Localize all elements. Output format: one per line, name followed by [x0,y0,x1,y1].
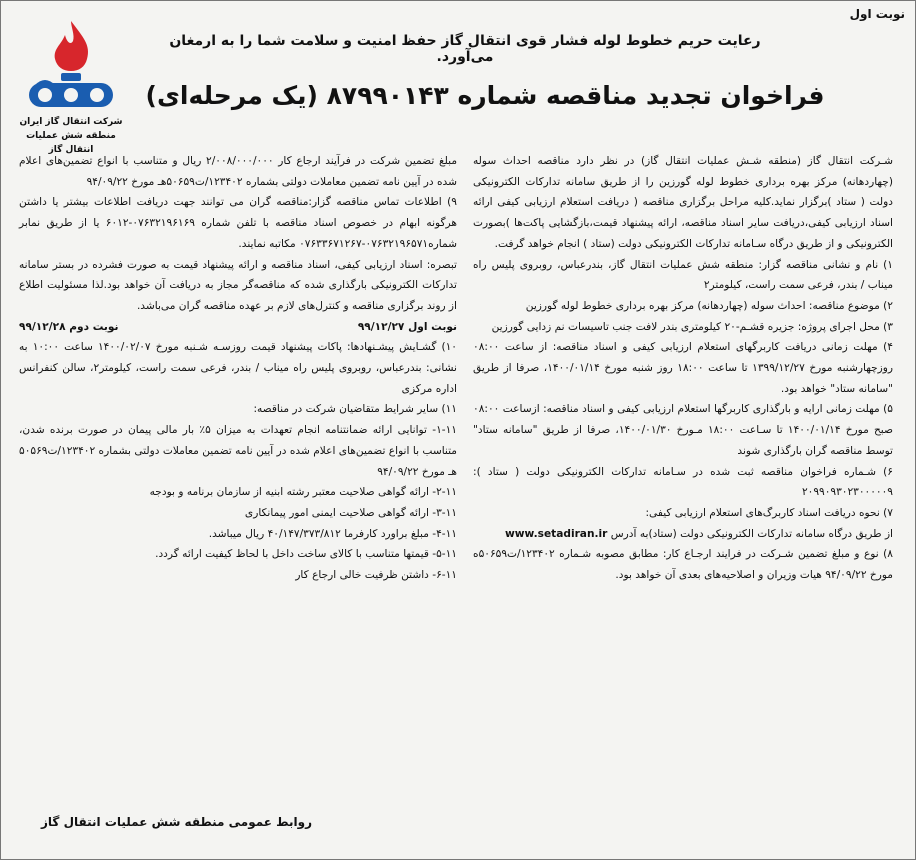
item-3: ۳) محل اجرای پروژه: جزیره قشـم-۲۰ کیلومتری بندر لافت جنب تاسیسات نم زدایی گورزین [491,320,893,333]
left-column [19,151,457,586]
item-7-text: از طریق درگاه سامانه تدارکات الکترونیکی دولت (ستاد)به آدرس [610,527,893,540]
setad-website-link[interactable]: www.setadiran.ir [504,527,608,540]
notice-dates [19,317,457,338]
item-6: ۶) شـماره فراخوان مناقصه ثبت شده در سـامانه تدارکات الکترونیکی دولت ( ستاد ): ۲۰۹۹۰۹۳۰۲۳۰۰۰۰۰۹ [473,465,893,499]
item-11-5: ۵-۱۱- قیمتها متناسب با کالای ساخت داخل با لحاظ کیفیت ارائه گردد. [155,548,457,561]
intro-paragraph: شـرکت انتقال گاز (منطقه شـش عملیات انتقال گاز) در نظر دارد مناقصه احداث سوله (چهاردهانه) مرکز بهره برداری خطوط لوله گورزین را از طریق سامانه تدارکات الکترونیکی دولت ( ستاد )برگزار نماید.کلیه مراحل برگزاری مناقصه ( دریافت استعلام ارزیابی کیفی ارائه اسناد ارزیابی کیفی،دریافت سایر اسناد مناقصه، ارائه پیشنهاد قیمت،بازگشایی پاکت‌ها )بصورت الکترونیکی و از طریق درگاه سـامانه تدارکات الکترونیکی دولت (ستاد ) انجام خواهد گرفت. [473,155,893,250]
item-1: ۱) نام و نشانی مناقصه گزار: منطقه شش عملیات انتقال گاز، بندرعباس، روبروی پلیس راه میناب / بندر، فرعی سمت راست، کیلومتر۲ [473,258,893,292]
item-7: ۷) نحوه دریافت اسناد کاربرگ‌های استعلام ارزیابی کیفی: [645,506,893,519]
page-title: فراخوان تجدید مناقصه شماره ۸۷۹۹۰۱۴۳ (یک مرحله‌ای) [145,81,825,110]
item-11-3: ۳-۱۱- ارائه گواهی صلاحیت ایمنی امور پیمانکاری [244,506,457,519]
item-10: ۱۰) گشـایش پیشـنهادها: پاکات پیشنهاد قیمت روزسـه شـنبه مورخ ۱۴۰۰/۰۲/۰۷ ساعت ۱۰:۰۰ به نشانی: بندرعباس، روبروی پلیس راه میناب / بندر، فرعی سمت راست، کیلومتر۲، سالن کنفرانس اداره مرکزی [19,341,457,395]
item-4: ۴) مهلت زمانی دریافت کاربرگهای استعلام ارزیابی کیفی و اسناد مناقصه: از ساعت ۰۸:۰۰ روزچهارشنبه مورخ ۱۳۹۹/۱۲/۲۷ تا ساعت ۱۸:۰۰ روز شنبه مورخ ۱۴۰۰/۰۱/۱۴، صرفا از طریق "سامانه ستاد" خواهد بود. [473,341,893,395]
company-logo [11,15,131,165]
item-5: ۵) مهلت زمانی ارایه و بارگذاری کاربرگها استعلام ارزیابی کیفی و اسناد مناقصه: ازساعت ۰۸:۰۰ صبح مورخ ۱۴۰۰/۰۱/۱۴ تا سـاعت ۱۸:۰۰ مـورخ ۱۴۰۰/۰۱/۳۰، صرفا از طریق "سامانه ستاد" توسط مناقصه گران بارگذاری شوند [473,403,893,457]
item-11-6: ۶-۱۱- داشتن ظرفیت خالی ارجاع کار [295,569,457,582]
flame-logo-icon [21,15,121,115]
item-8: ۸) نوع و مبلغ تضمین شـرکت در فرایند ارجـاع کار: مطابق مصوبه شـماره ۱۲۳۴۰۲/ت۵۰۶۵۹ه مورخ ۹۴/۰۹/۲۲ هیات وزیران و اصلاحیه‌های بعدی آن خواهد بود. [473,548,893,582]
item-11-4: ۴-۱۱- مبلغ براورد کارفرما ۴۰/۱۴۷/۳۷۳/۸۱۲ ریال میباشد. [208,527,457,540]
company-region: منطقه شش عملیات انتقال گاز [26,131,116,155]
item-9: ۹) اطلاعات تماس مناقصه گزار:مناقصه گران می توانند جهت دریافت اطلاعات بیشتر یا داشتن هرگونه ابهام در خصوص اسناد مناقصه با تلفن شماره ۰۷۶۳۲۱۹۶۱۶۹-۶۰۱۲ یا از طریق نمابر شماره۰۷۶۳۲۱۹۶۵۷۱-۰۷۶۳۳۶۷۱۲۶۷ مکاتبه نمایند. [19,196,457,250]
company-name: شرکت انتقال گاز ایران [19,117,123,127]
notice-number: نوبت اول [849,7,905,21]
item-11-1: ۱-۱۱- توانایی ارائه ضمانتنامه انجام تعهدات به میزان ۵٪ بار مالی پیمان در صورت برنده شدن، متناسب با انواع تضمین‌های اعلام شده در آیین نامه تضمین معاملات دولتی بشماره ۱۲۳۴۰۲/ت۵۰۵۶۹ هـ مورخ ۹۴/۰۹/۲۲ [19,424,457,478]
first-notice-date: نوبت اول ۹۹/۱۲/۲۷ [357,320,457,333]
item-11: ۱۱) سایر شرایط متقاضیان شرکت در مناقصه: [253,403,457,416]
note-paragraph: تبصره: اسناد ارزیابی کیفی، اسناد مناقصه و ارائه پیشنهاد قیمت به صورت فشرده در بستر سامانه تدارکات الکترونیکی بارگذاری شده که مناقصه‌گر مجاز به دریافت آن خواهد بود.لذا مسئولیت اطلاع از روند برگزاری مناقصه و کنترل‌های لازم بر عهده مناقصه گران می‌باشد. [19,258,457,312]
item-11-2: ۲-۱۱- ارائه گواهی صلاحیت معتبر رشته ابنیه از سازمان برنامه و بودجه [149,486,457,499]
safety-warning: رعایت حریم خطوط لوله فشار قوی انتقال گاز حفظ امنیت و سلامت شما را به ارمغان می‌آورد. [169,33,761,65]
guarantee-amount: مبلغ تضمین شرکت در فرآیند ارجاع کار ۲/۰۰۸/۰۰۰/۰۰۰ ریال و متناسب با انواع تضمین‌های اعلام شده در آیین نامه تضمین معاملات دولتی بشماره ۱۲۳۴۰۲/ت۵۰۶۵۹هـ مورخ ۹۴/۰۹/۲۲ [19,155,458,188]
public-relations-signature: روابط عمومی منطقه شش عملیات انتقال گاز [41,815,313,829]
item-7-body [473,524,893,545]
item-2: ۲) موضوع مناقصه: احداث سوله (چهاردهانه) مرکز بهره برداری خطوط لوله گورزین [525,299,893,312]
second-notice-date: نوبت دوم ۹۹/۱۲/۲۸ [19,320,119,333]
right-column [473,151,893,586]
